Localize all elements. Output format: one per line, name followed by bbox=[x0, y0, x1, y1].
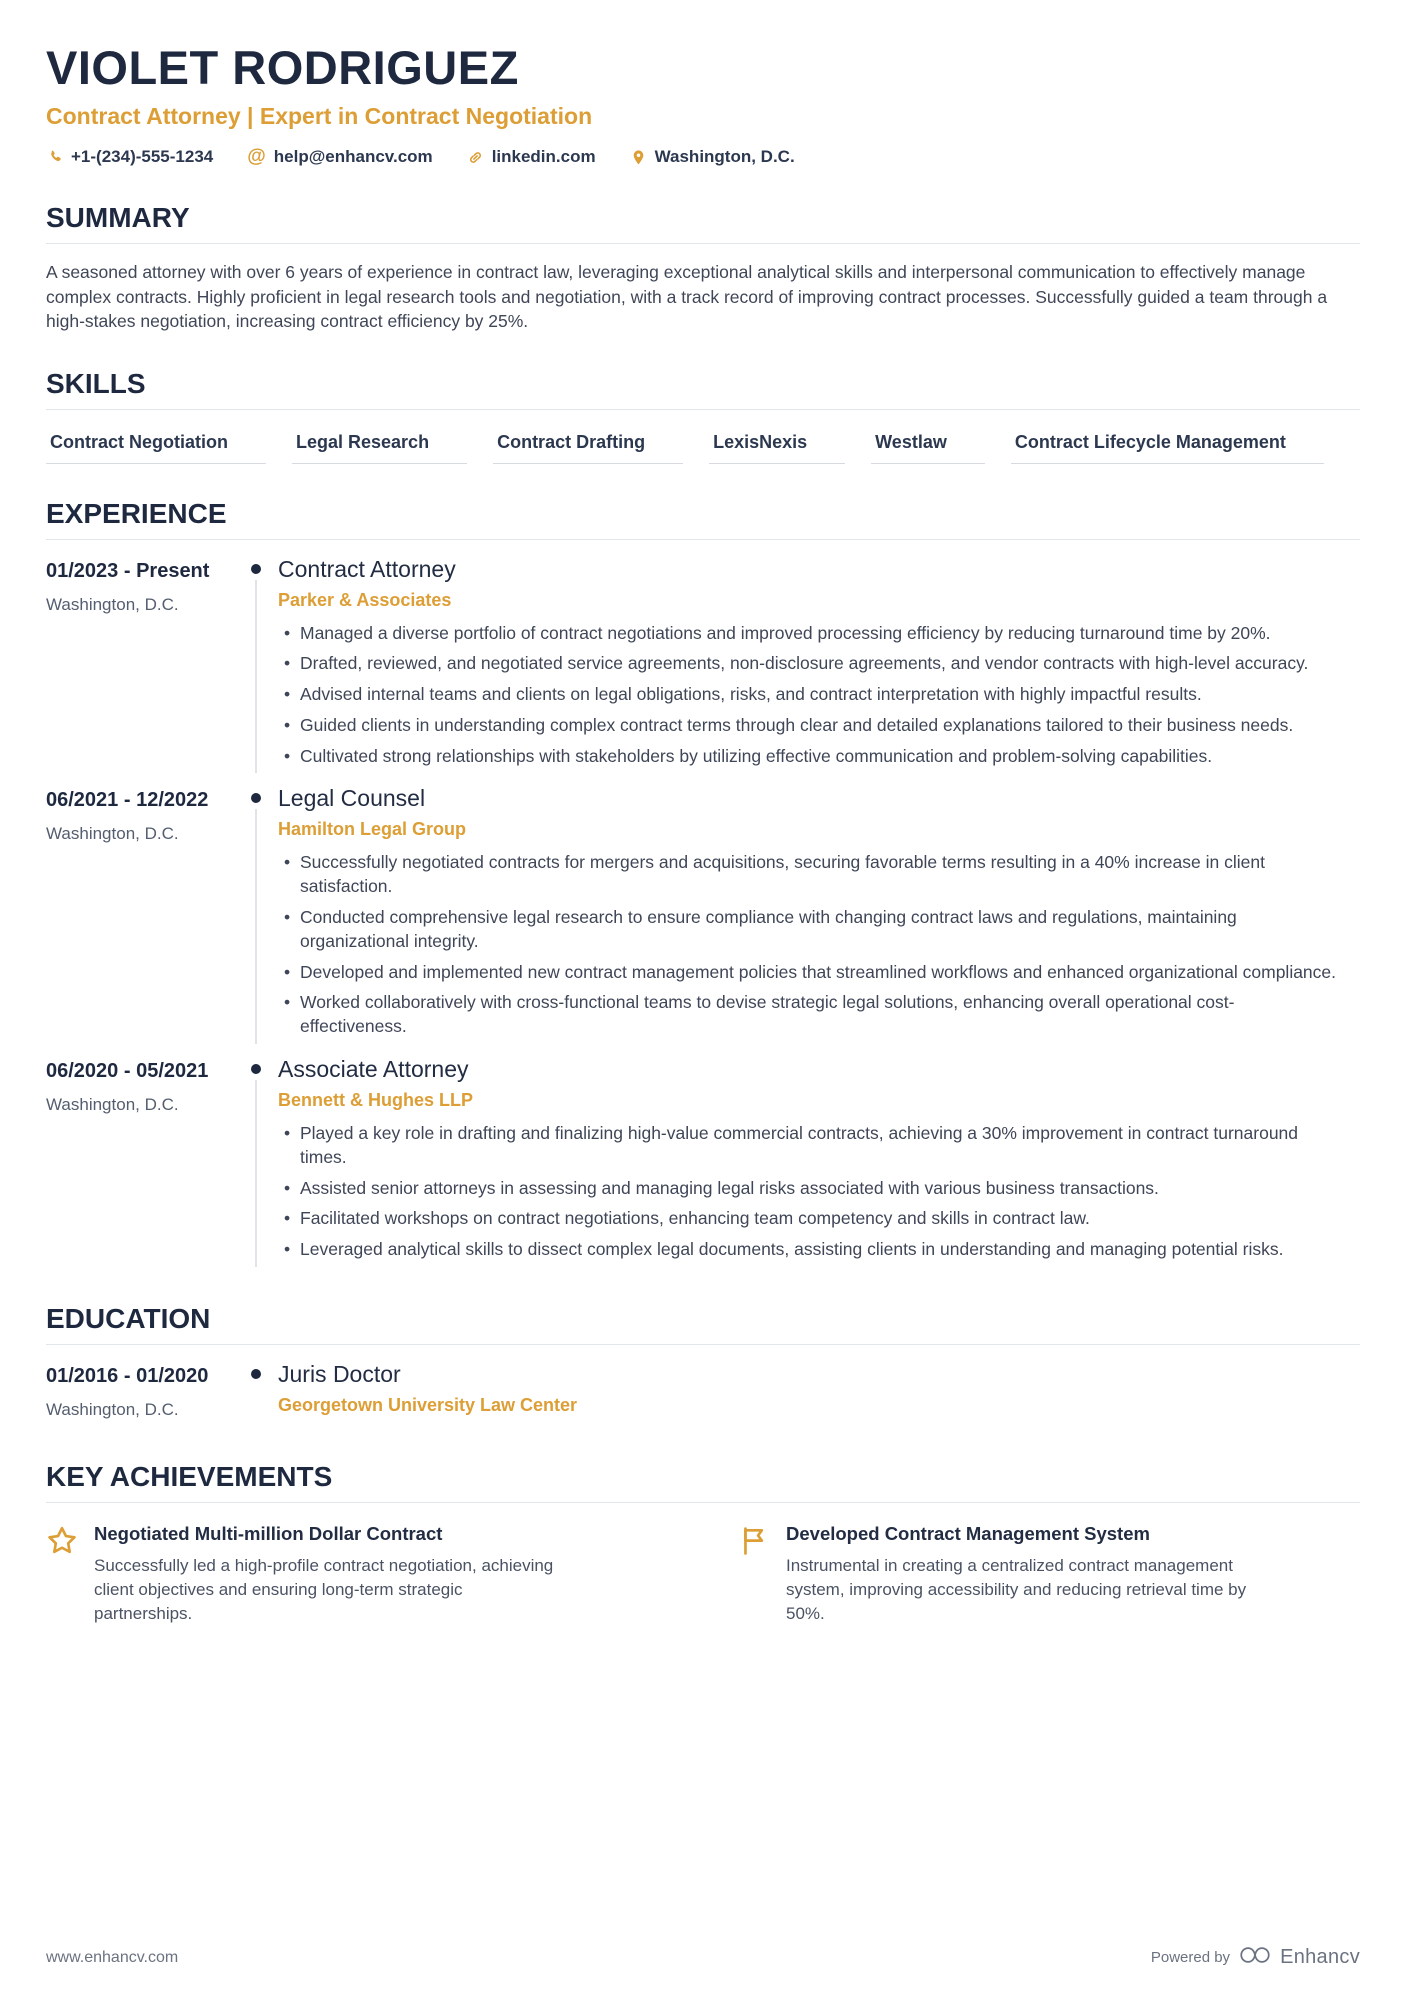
contact-linkedin[interactable] bbox=[467, 147, 596, 167]
bullet-item: • Successfully negotiated contracts for mergers and acquisitions, securing favorable terms resulting in a 40% increase in client satisfaction. bbox=[278, 851, 1338, 899]
footer-brand bbox=[1151, 1946, 1360, 1969]
achievement-text: Successfully led a high-profile contract negotiation, achieving client objectives and ensuring long-term strategic partnerships. bbox=[94, 1556, 554, 1624]
footer-website-link[interactable]: www.enhancv.com bbox=[46, 1948, 179, 1966]
star-icon bbox=[46, 1523, 94, 1562]
bullet-item: • Cultivated strong relationships with stakeholders by utilizing effective communication and problem-solving capabilities. bbox=[278, 745, 1338, 769]
skill-item: Contract Lifecycle Management bbox=[1011, 432, 1324, 464]
contact-email[interactable] bbox=[247, 146, 432, 168]
entry-bullets bbox=[278, 851, 1360, 1039]
achievement-title: Developed Contract Management System bbox=[786, 1523, 1150, 1545]
entry-dates: 01/2016 - 01/2020 bbox=[46, 1365, 209, 1388]
phone-icon bbox=[46, 149, 63, 166]
contact-email-text: help@enhancv.com bbox=[273, 147, 433, 166]
contact-linkedin-text: linkedin.com bbox=[491, 147, 596, 166]
location-icon bbox=[630, 149, 647, 166]
experience-entry bbox=[46, 556, 1360, 776]
entry-dates: 06/2020 - 05/2021 bbox=[46, 1060, 209, 1083]
timeline-dot bbox=[251, 564, 261, 574]
entry-location: Washington, D.C. bbox=[46, 824, 179, 844]
achievements-grid bbox=[46, 1523, 1360, 1626]
skills-section bbox=[46, 368, 1360, 464]
link-icon bbox=[467, 149, 484, 166]
contact-phone-text: +1-(234)-555-1234 bbox=[71, 147, 214, 166]
entry-location: Washington, D.C. bbox=[46, 594, 179, 614]
summary-text: A seasoned attorney with over 6 years of experience in contract law, leveraging exceptional analytical skills and interpersonal communication to effectively manage complex contracts. Highly proficient in legal research tools and negotiation, with a track record of improving contract processes. Successfully guided a team through a high-stakes negotiation, increasing contract efficiency by 25%. bbox=[46, 262, 1328, 331]
brand-name: Enhancv bbox=[1280, 1946, 1360, 1968]
timeline-dot bbox=[251, 1369, 261, 1379]
entry-company: Bennett & Hughes LLP bbox=[278, 1090, 474, 1111]
entry-company: Hamilton Legal Group bbox=[278, 819, 467, 840]
entry-location: Washington, D.C. bbox=[46, 1095, 179, 1115]
entry-dates: 06/2021 - 12/2022 bbox=[46, 789, 209, 812]
entry-title: Associate Attorney bbox=[278, 1056, 469, 1083]
school-name: Georgetown University Law Center bbox=[278, 1395, 578, 1416]
summary-heading: SUMMARY bbox=[46, 202, 1360, 244]
skill-item: Westlaw bbox=[871, 432, 985, 464]
candidate-name: VIOLET RODRIGUEZ bbox=[46, 41, 519, 94]
entry-location: Washington, D.C. bbox=[46, 1400, 179, 1420]
bullet-item: • Developed and implemented new contract management policies that streamlined workflows and enhanced organizational compliance. bbox=[278, 961, 1338, 985]
bullet-item: • Worked collaboratively with cross-functional teams to devise strategic legal solutions, enhancing overall operational cost-effectiveness. bbox=[278, 991, 1338, 1039]
achievements-heading: KEY ACHIEVEMENTS bbox=[46, 1461, 1360, 1503]
enhancv-logo-icon bbox=[1240, 1946, 1270, 1969]
bullet-item: • Managed a diverse portfolio of contract negotiations and improved processing efficiency by reducing turnaround time by 20%. bbox=[278, 622, 1338, 646]
flag-icon bbox=[738, 1523, 786, 1562]
bullet-item: • Conducted comprehensive legal research to ensure compliance with changing contract laws and regulations, maintaining organizational integrity. bbox=[278, 906, 1338, 954]
bullet-item: • Played a key role in drafting and finalizing high-value commercial contracts, achieving a 30% improvement in contract turnaround times. bbox=[278, 1122, 1338, 1170]
summary-section bbox=[46, 202, 1360, 334]
entry-title: Legal Counsel bbox=[278, 785, 426, 812]
skill-item: Legal Research bbox=[292, 432, 467, 464]
achievements-section bbox=[46, 1461, 1360, 1626]
education-heading: EDUCATION bbox=[46, 1303, 1360, 1345]
achievement-title: Negotiated Multi-million Dollar Contract bbox=[94, 1523, 443, 1545]
skill-item: LexisNexis bbox=[709, 432, 845, 464]
timeline-dot bbox=[251, 1064, 261, 1074]
education-section bbox=[46, 1303, 1360, 1427]
candidate-title: Contract Attorney | Expert in Contract Negotiation bbox=[46, 103, 593, 129]
experience-section bbox=[46, 498, 1360, 1270]
timeline-marker bbox=[234, 1361, 278, 1427]
contact-location bbox=[630, 147, 795, 167]
achievement-item bbox=[46, 1523, 668, 1626]
page-footer bbox=[46, 1946, 1360, 1969]
bullet-item: • Facilitated workshops on contract negotiations, enhancing team competency and skills in contract law. bbox=[278, 1207, 1338, 1231]
timeline-dot bbox=[251, 793, 261, 803]
degree-title: Juris Doctor bbox=[278, 1361, 401, 1388]
education-entry bbox=[46, 1361, 1360, 1427]
contact-phone[interactable] bbox=[46, 147, 213, 167]
contact-location-text: Washington, D.C. bbox=[654, 147, 795, 166]
experience-heading: EXPERIENCE bbox=[46, 498, 1360, 540]
bullet-item: • Assisted senior attorneys in assessing and managing legal risks associated with various business transactions. bbox=[278, 1177, 1338, 1201]
resume-header bbox=[46, 40, 1360, 168]
email-icon: @ bbox=[247, 146, 266, 167]
achievement-text: Instrumental in creating a centralized contract management system, improving accessibility and reducing retrieval time by 50%. bbox=[786, 1556, 1247, 1624]
skills-list bbox=[46, 432, 1360, 464]
contact-row bbox=[46, 146, 1360, 168]
bullet-item: • Guided clients in understanding complex contract terms through clear and detailed explanations tailored to their business needs. bbox=[278, 714, 1338, 738]
skill-item: Contract Negotiation bbox=[46, 432, 266, 464]
bullet-item: • Advised internal teams and clients on legal obligations, risks, and contract interpretation with highly impactful results. bbox=[278, 683, 1338, 707]
bullet-item: • Drafted, reviewed, and negotiated service agreements, non-disclosure agreements, and vendor contracts with high-level accuracy. bbox=[278, 652, 1338, 676]
skills-heading: SKILLS bbox=[46, 368, 1360, 410]
timeline-marker bbox=[234, 556, 278, 776]
bullet-item: • Leveraged analytical skills to dissect complex legal documents, assisting clients in understanding and managing potential risks. bbox=[278, 1238, 1338, 1262]
timeline-marker bbox=[234, 1056, 278, 1269]
entry-dates: 01/2023 - Present bbox=[46, 559, 210, 582]
achievement-item bbox=[738, 1523, 1360, 1626]
timeline-marker bbox=[234, 785, 278, 1046]
powered-by-label: Powered by bbox=[1150, 1949, 1231, 1966]
entry-bullets bbox=[278, 622, 1360, 769]
entry-company: Parker & Associates bbox=[278, 589, 452, 610]
skill-item: Contract Drafting bbox=[493, 432, 683, 464]
experience-entry bbox=[46, 785, 1360, 1046]
experience-entry bbox=[46, 1056, 1360, 1269]
entry-bullets bbox=[278, 1122, 1360, 1262]
entry-title: Contract Attorney bbox=[278, 555, 456, 582]
